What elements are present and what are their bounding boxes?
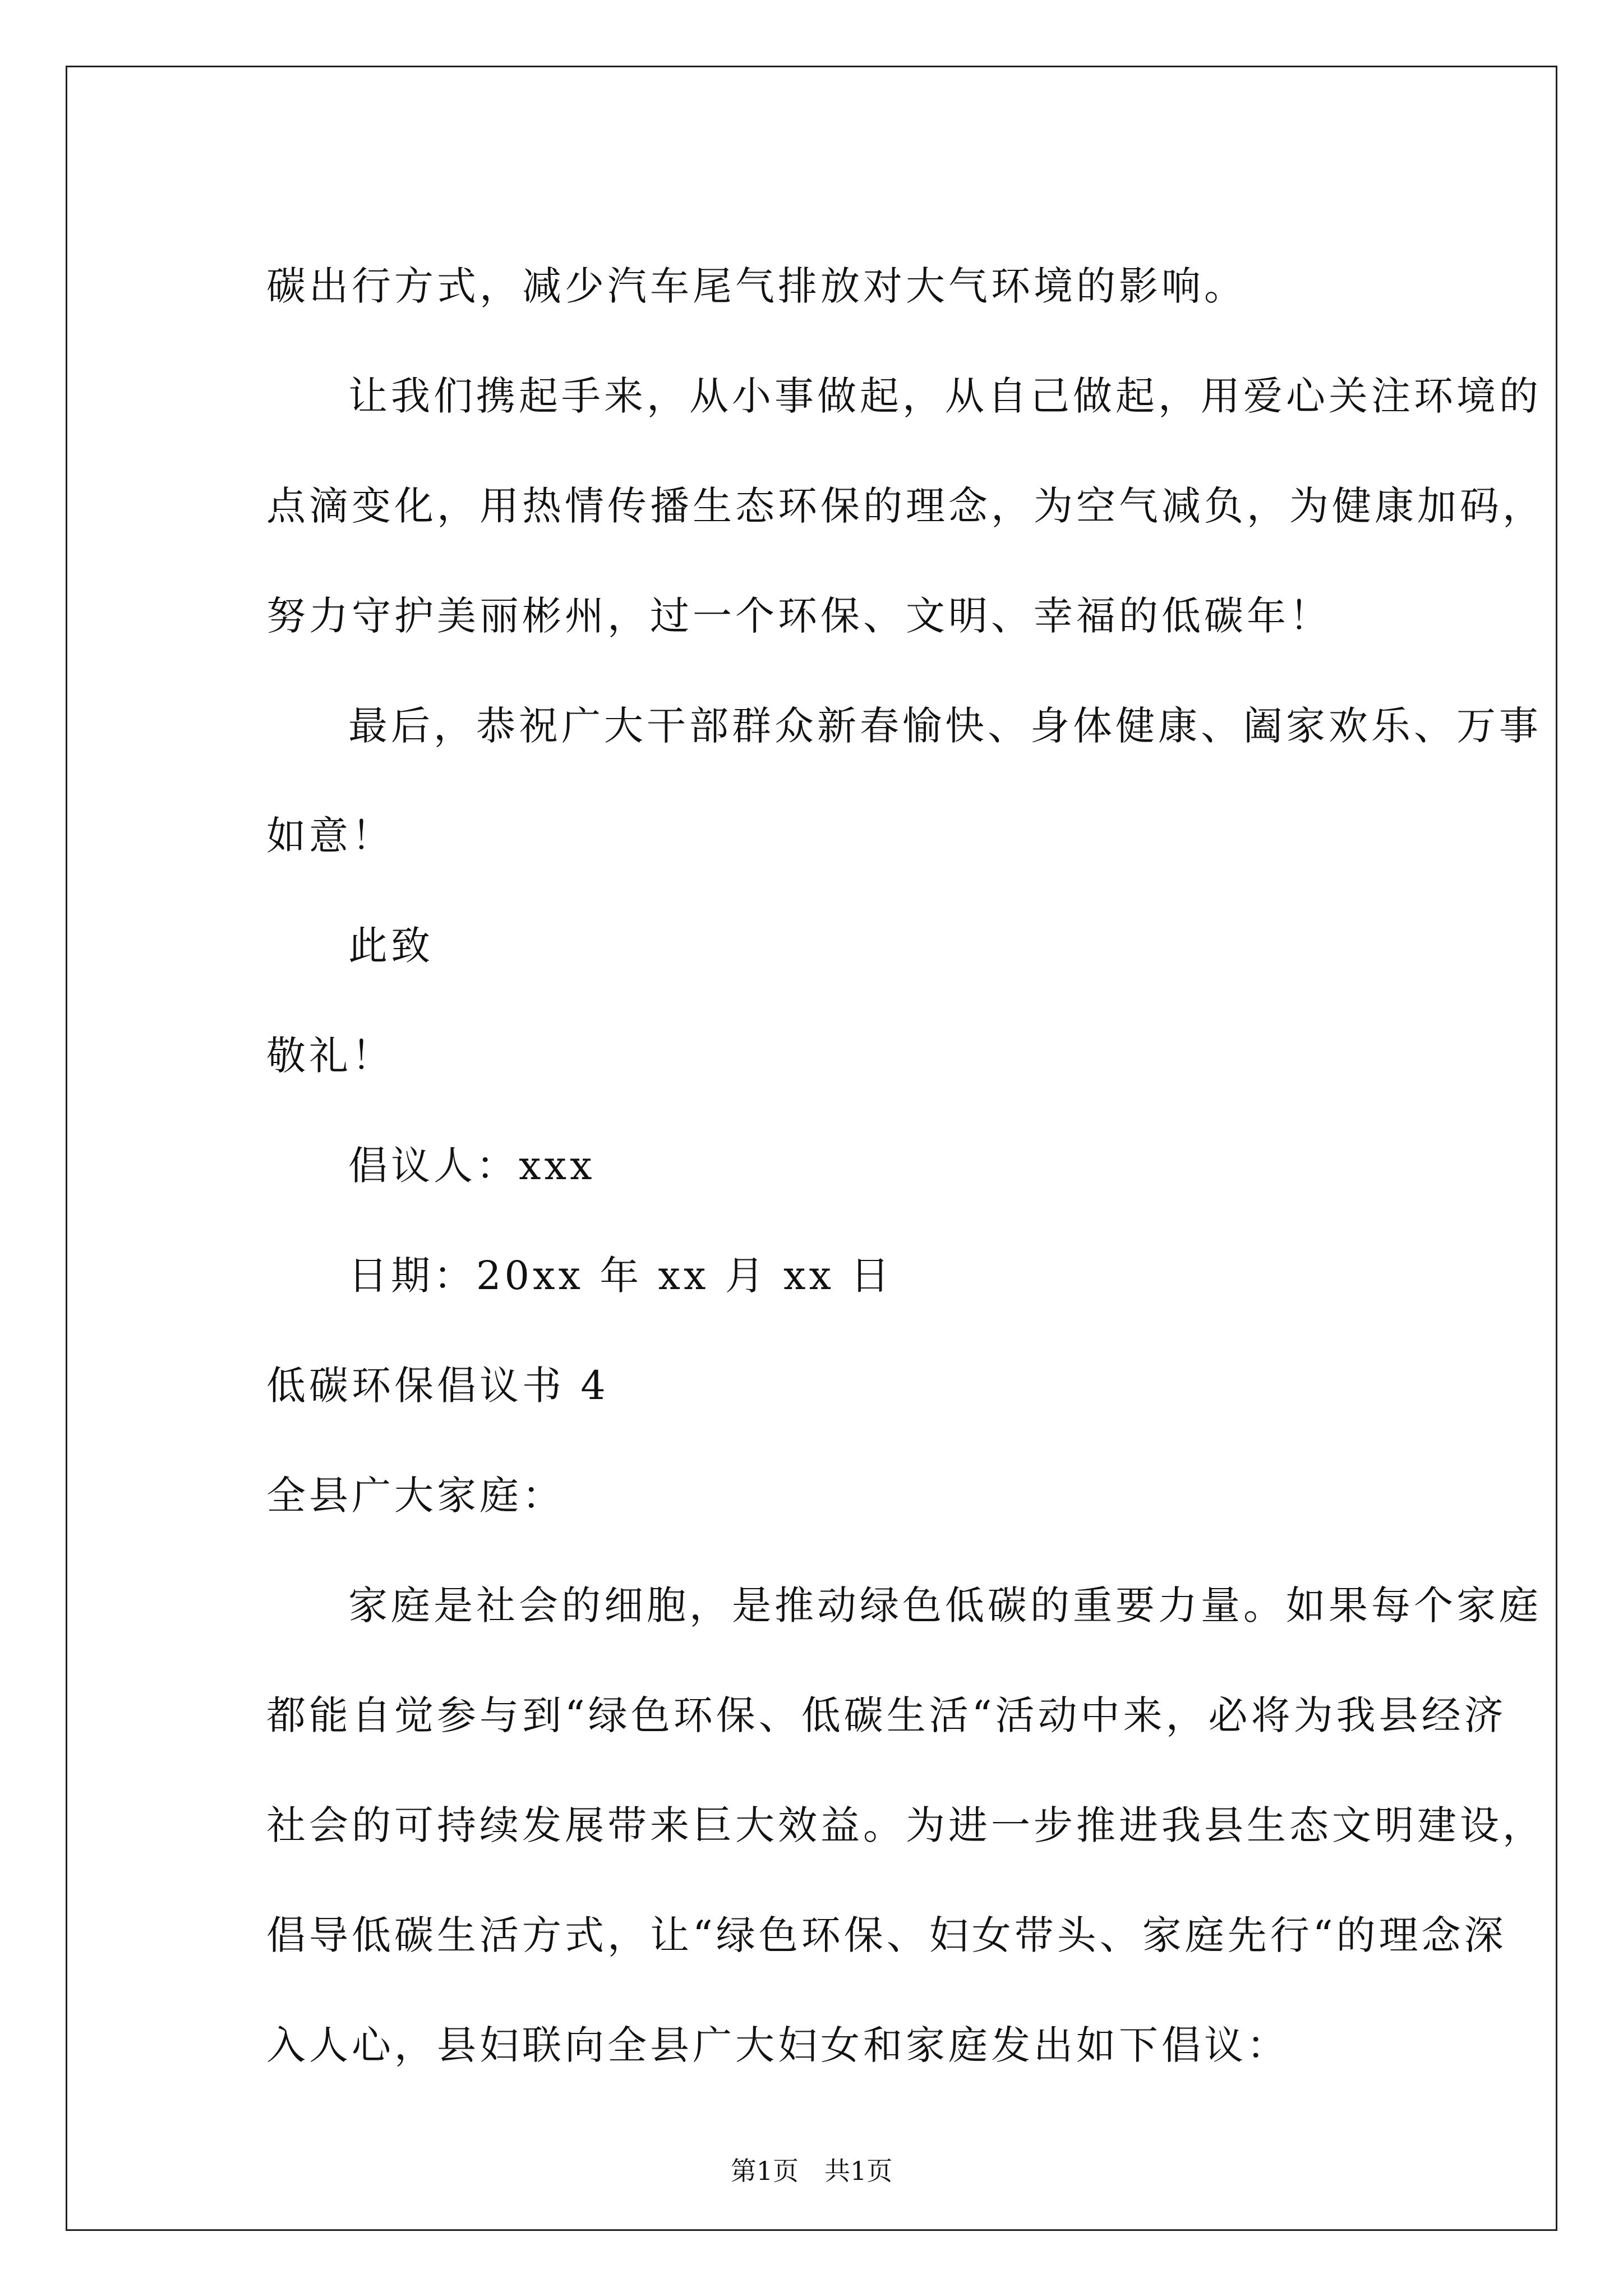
paragraph-line: 努力守护美丽彬州，过一个环保、文明、幸福的低碳年！ — [266, 593, 1332, 639]
paragraph-line: 入人心，县妇联向全县广大妇女和家庭发出如下倡议： — [266, 2022, 1289, 2068]
signature-line: 倡议人：xxx — [348, 1143, 596, 1189]
paragraph-line: 让我们携起手来，从小事做起，从自己做起，用爱心关注环境的 — [348, 373, 1542, 419]
page-footer: 第1页 共1页 — [730, 2156, 893, 2186]
paragraph-line: 如意！ — [266, 813, 394, 859]
salutation-line: 此致 — [348, 923, 434, 969]
addressee-line: 全县广大家庭： — [266, 1473, 565, 1519]
paragraph-line: 都能自觉参与到“绿色环保、低碳生活“活动中来，必将为我县经济 — [266, 1692, 1507, 1738]
paragraph-line: 倡导低碳生活方式，让“绿色环保、妇女带头、家庭先行“的理念深 — [266, 1912, 1507, 1958]
section-title: 低碳环保倡议书 4 — [266, 1363, 609, 1409]
page-border — [66, 66, 1557, 2231]
salutation-line: 敬礼！ — [266, 1033, 394, 1079]
paragraph-line: 点滴变化，用热情传播生态环保的理念，为空气减负，为健康加码， — [266, 483, 1545, 529]
paragraph-line: 碳出行方式，减少汽车尾气排放对大气环境的影响。 — [266, 263, 1247, 309]
paragraph-line: 最后，恭祝广大干部群众新春愉快、身体健康、阖家欢乐、万事 — [348, 703, 1542, 749]
paragraph-line: 社会的可持续发展带来巨大效益。为进一步推进我县生态文明建设， — [266, 1802, 1545, 1848]
paragraph-line: 家庭是社会的细胞，是推动绿色低碳的重要力量。如果每个家庭 — [348, 1582, 1542, 1628]
date-line: 日期：20xx 年 xx 月 xx 日 — [348, 1253, 893, 1299]
